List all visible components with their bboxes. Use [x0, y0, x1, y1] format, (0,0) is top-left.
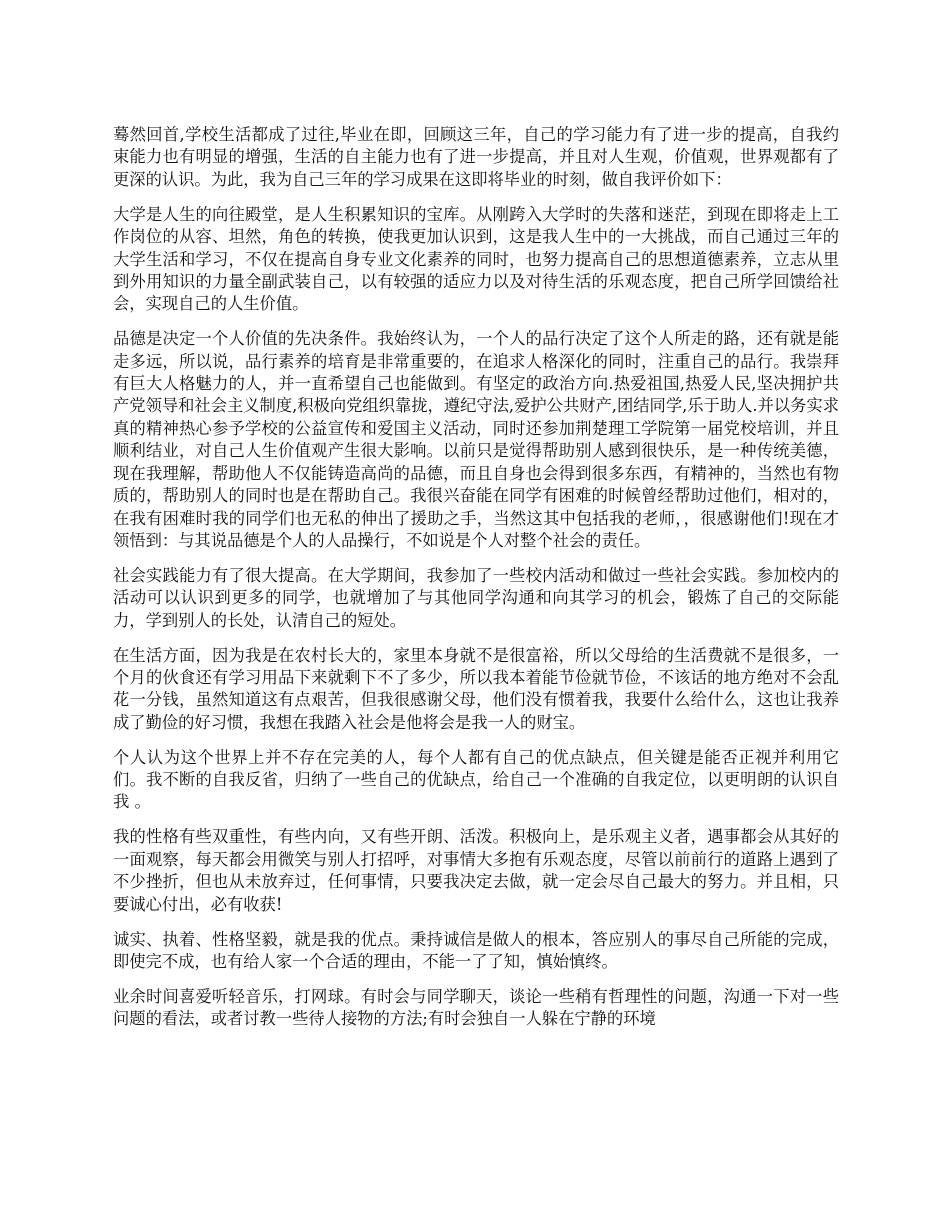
paragraph-university: 大学是人生的向往殿堂，是人生积累知识的宝库。从刚跨入大学时的失落和迷茫，到现在即将走上工作岗位的从容、坦然，角色的转换，使我更加认识到，这是我人生中的一大挑战，而自己通过三年的大学生活和学习，不仅在提高自身专业文化素养的同时，也努力提高自己的思想道德素养，立志从里到外用知识的力量全副武装自己，以有较强的适应力以及对待生活的乐观态度，把自己所学回馈给社会，实现自己的人生价值。 — [113, 204, 839, 314]
paragraph-strengths: 诚实、执着、性格坚毅，就是我的优点。秉持诚信是做人的根本，答应别人的事尽自己所能的完成，即使完不成，也有给人家一个合适的理由，不能一了了知，慎始慎终。 — [113, 929, 839, 971]
paragraph-self-assessment: 个人认为这个世界上并不存在完美的人，每个人都有自己的优点缺点，但关键是能否正视并利用它们。我不断的自我反省，归纳了一些自己的优缺点，给自己一个准确的自我定位，以更明朗的认识自我 。 — [113, 747, 839, 812]
paragraph-hobbies: 业余时间喜爱听轻音乐，打网球。有时会与同学聊天，谈论一些稍有哲理性的问题，沟通一下对一些问题的看法，或者讨教一些待人接物的方法;有时会独自一人躲在宁静的环境 — [113, 986, 839, 1029]
paragraph-intro: 蓦然回首,学校生活都成了过往,毕业在即，回顾这三年，自己的学习能力有了进一步的提高，自我约束能力也有明显的增强，生活的自主能力也有了进一步提高，并且对人生观，价值观，世界观都有了更深的认识。为此，我为自己三年的学习成果在这即将毕业的时刻，做自我评价如下： — [113, 125, 839, 189]
document-body — [113, 124, 839, 1043]
paragraph-morality: 品德是决定一个人价值的先决条件。我始终认为，一个人的品行决定了这个人所走的路，还有就是能走多远，所以说，品行素养的培育是非常重要的，在追求人格深化的同时，注重自己的品行。我崇拜有巨大人格魅力的人，并一直希望自己也能做到。有坚定的政治方向.热爱祖国,热爱人民,坚决拥护共产党领导和社会主义制度,积极向党组织靠拢，遵纪守法,爱护公共财产,团结同学,乐于助人.并以务实求真的精神热心参予学校的公益宣传和爱国主义活动，同时还参加荆楚理工学院第一届党校培训，并且顺利结业，对自己人生价值观产生很大影响。以前只是觉得帮助别人感到很快乐，是一种传统美德，现在我理解，帮助他人不仅能铸造高尚的品德，而且自身也会得到很多东西，有精神的，当然也有物质的，帮助别人的同时也是在帮助自己。我很兴奋能在同学有困难的时候曾经帮助过他们，相对的，在我有困难时我的同学们也无私的伸出了援助之手，当然这其中包括我的老师，，很感谢他们!现在才领悟到：与其说品德是个人的人品操行，不如说是个人对整个社会的责任。 — [113, 329, 839, 550]
paragraph-personality: 我的性格有些双重性，有些内向，又有些开朗、活泼。积极向上，是乐观主义者，遇事都会从其好的一面观察，每天都会用微笑与别人打招呼，对事情大多抱有乐观态度，尽管以前前行的道路上遇到了不少挫折，但也从未放弃过，任何事情，只要我决定去做，就一定会尽自己最大的努力。并且相，只要诚心付出，必有收获! — [113, 827, 839, 914]
paragraph-daily-life: 在生活方面，因为我是在农村长大的，家里本身就不是很富裕，所以父母给的生活费就不是很多，一个月的伙食还有学习用品下来就剩下不了多少，所以我本着能节俭就节俭，不该话的地方绝对不会乱花一分钱，虽然知道这有点艰苦，但我很感谢父母，他们没有惯着我，我要什么给什么，这也让我养成了勤俭的好习惯，我想在我踏入社会是他将会是我一人的财宝。 — [113, 645, 839, 732]
paragraph-social-practice: 社会实践能力有了很大提高。在大学期间，我参加了一些校内活动和做过一些社会实践。参加校内的活动可以认识到更多的同学，也就增加了与其他同学沟通和向其学习的机会，锻炼了自己的交际能力，学到别人的长处，认清自己的短处。 — [113, 565, 839, 630]
